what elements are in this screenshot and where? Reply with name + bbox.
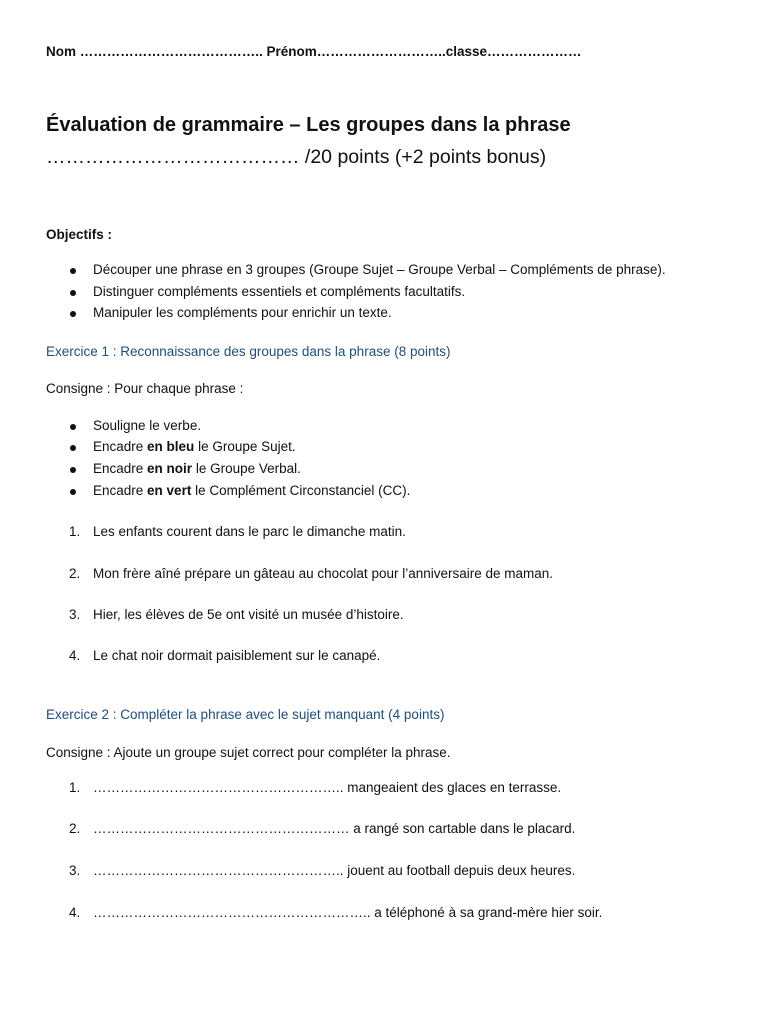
fill-in-sentence: ……………………………………………….. jouent au football depuis deux heures. (93, 863, 576, 878)
item-number: 3. (69, 863, 81, 878)
sentence-text: Le chat noir dormait paisiblement sur le canapé. (93, 648, 381, 663)
page-title: Évaluation de grammaire – Les groupes dans la phrase (46, 114, 571, 136)
item-number: 4. (69, 648, 81, 663)
bullet-icon (70, 445, 76, 451)
item-number: 4. (69, 905, 81, 920)
bullet-icon (70, 467, 76, 473)
bullet-icon (70, 424, 76, 430)
exercise1-title: Exercice 1 : Reconnaissance des groupes dans la phrase (8 points) (46, 344, 451, 359)
sentence-text: Les enfants courent dans le parc le dimanche matin. (93, 524, 406, 539)
sentence-text: Mon frère aîné prépare un gâteau au chocolat pour l’anniversaire de maman. (93, 566, 554, 581)
objective-text: Distinguer compléments essentiels et compléments facultatifs. (93, 284, 466, 299)
item-number: 1. (69, 780, 81, 795)
sentence-text: Hier, les élèves de 5e ont visité un musée d’histoire. (93, 607, 404, 622)
student-info-line: Nom ………………………………….. Prénom………………………..classe………………… (46, 44, 582, 59)
instruction-text: Encadre en bleu le Groupe Sujet. (93, 439, 296, 454)
objective-text: Manipuler les compléments pour enrichir un texte. (93, 305, 392, 320)
objective-text: Découper une phrase en 3 groupes (Groupe Sujet – Groupe Verbal – Compléments de phrase). (93, 262, 666, 277)
item-number: 2. (69, 821, 81, 836)
bullet-icon (70, 268, 76, 274)
score-line: ………………………………… /20 points (+2 points bonus) (46, 146, 547, 168)
exercise1-consigne: Consigne : Pour chaque phrase : (46, 381, 244, 396)
bullet-icon (70, 311, 76, 317)
fill-in-sentence: ………………………………………………… a rangé son cartable dans le placard. (93, 821, 576, 836)
instruction-text: Souligne le verbe. (93, 418, 202, 433)
item-number: 1. (69, 524, 81, 539)
exercise2-title: Exercice 2 : Compléter la phrase avec le sujet manquant (4 points) (46, 707, 445, 722)
item-number: 3. (69, 607, 81, 622)
objectives-heading: Objectifs : (46, 227, 113, 242)
bullet-icon (70, 489, 76, 495)
fill-in-sentence: …………………………………………………….. a téléphoné à sa grand-mère hier soir. (93, 905, 603, 920)
fill-in-sentence: ……………………………………………….. mangeaient des glaces en terrasse. (93, 780, 562, 795)
instruction-text: Encadre en vert le Complément Circonstanciel (CC). (93, 483, 411, 498)
bullet-icon (70, 290, 76, 296)
exercise2-consigne: Consigne : Ajoute un groupe sujet correct pour compléter la phrase. (46, 745, 451, 760)
instruction-text: Encadre en noir le Groupe Verbal. (93, 461, 301, 476)
item-number: 2. (69, 566, 81, 581)
